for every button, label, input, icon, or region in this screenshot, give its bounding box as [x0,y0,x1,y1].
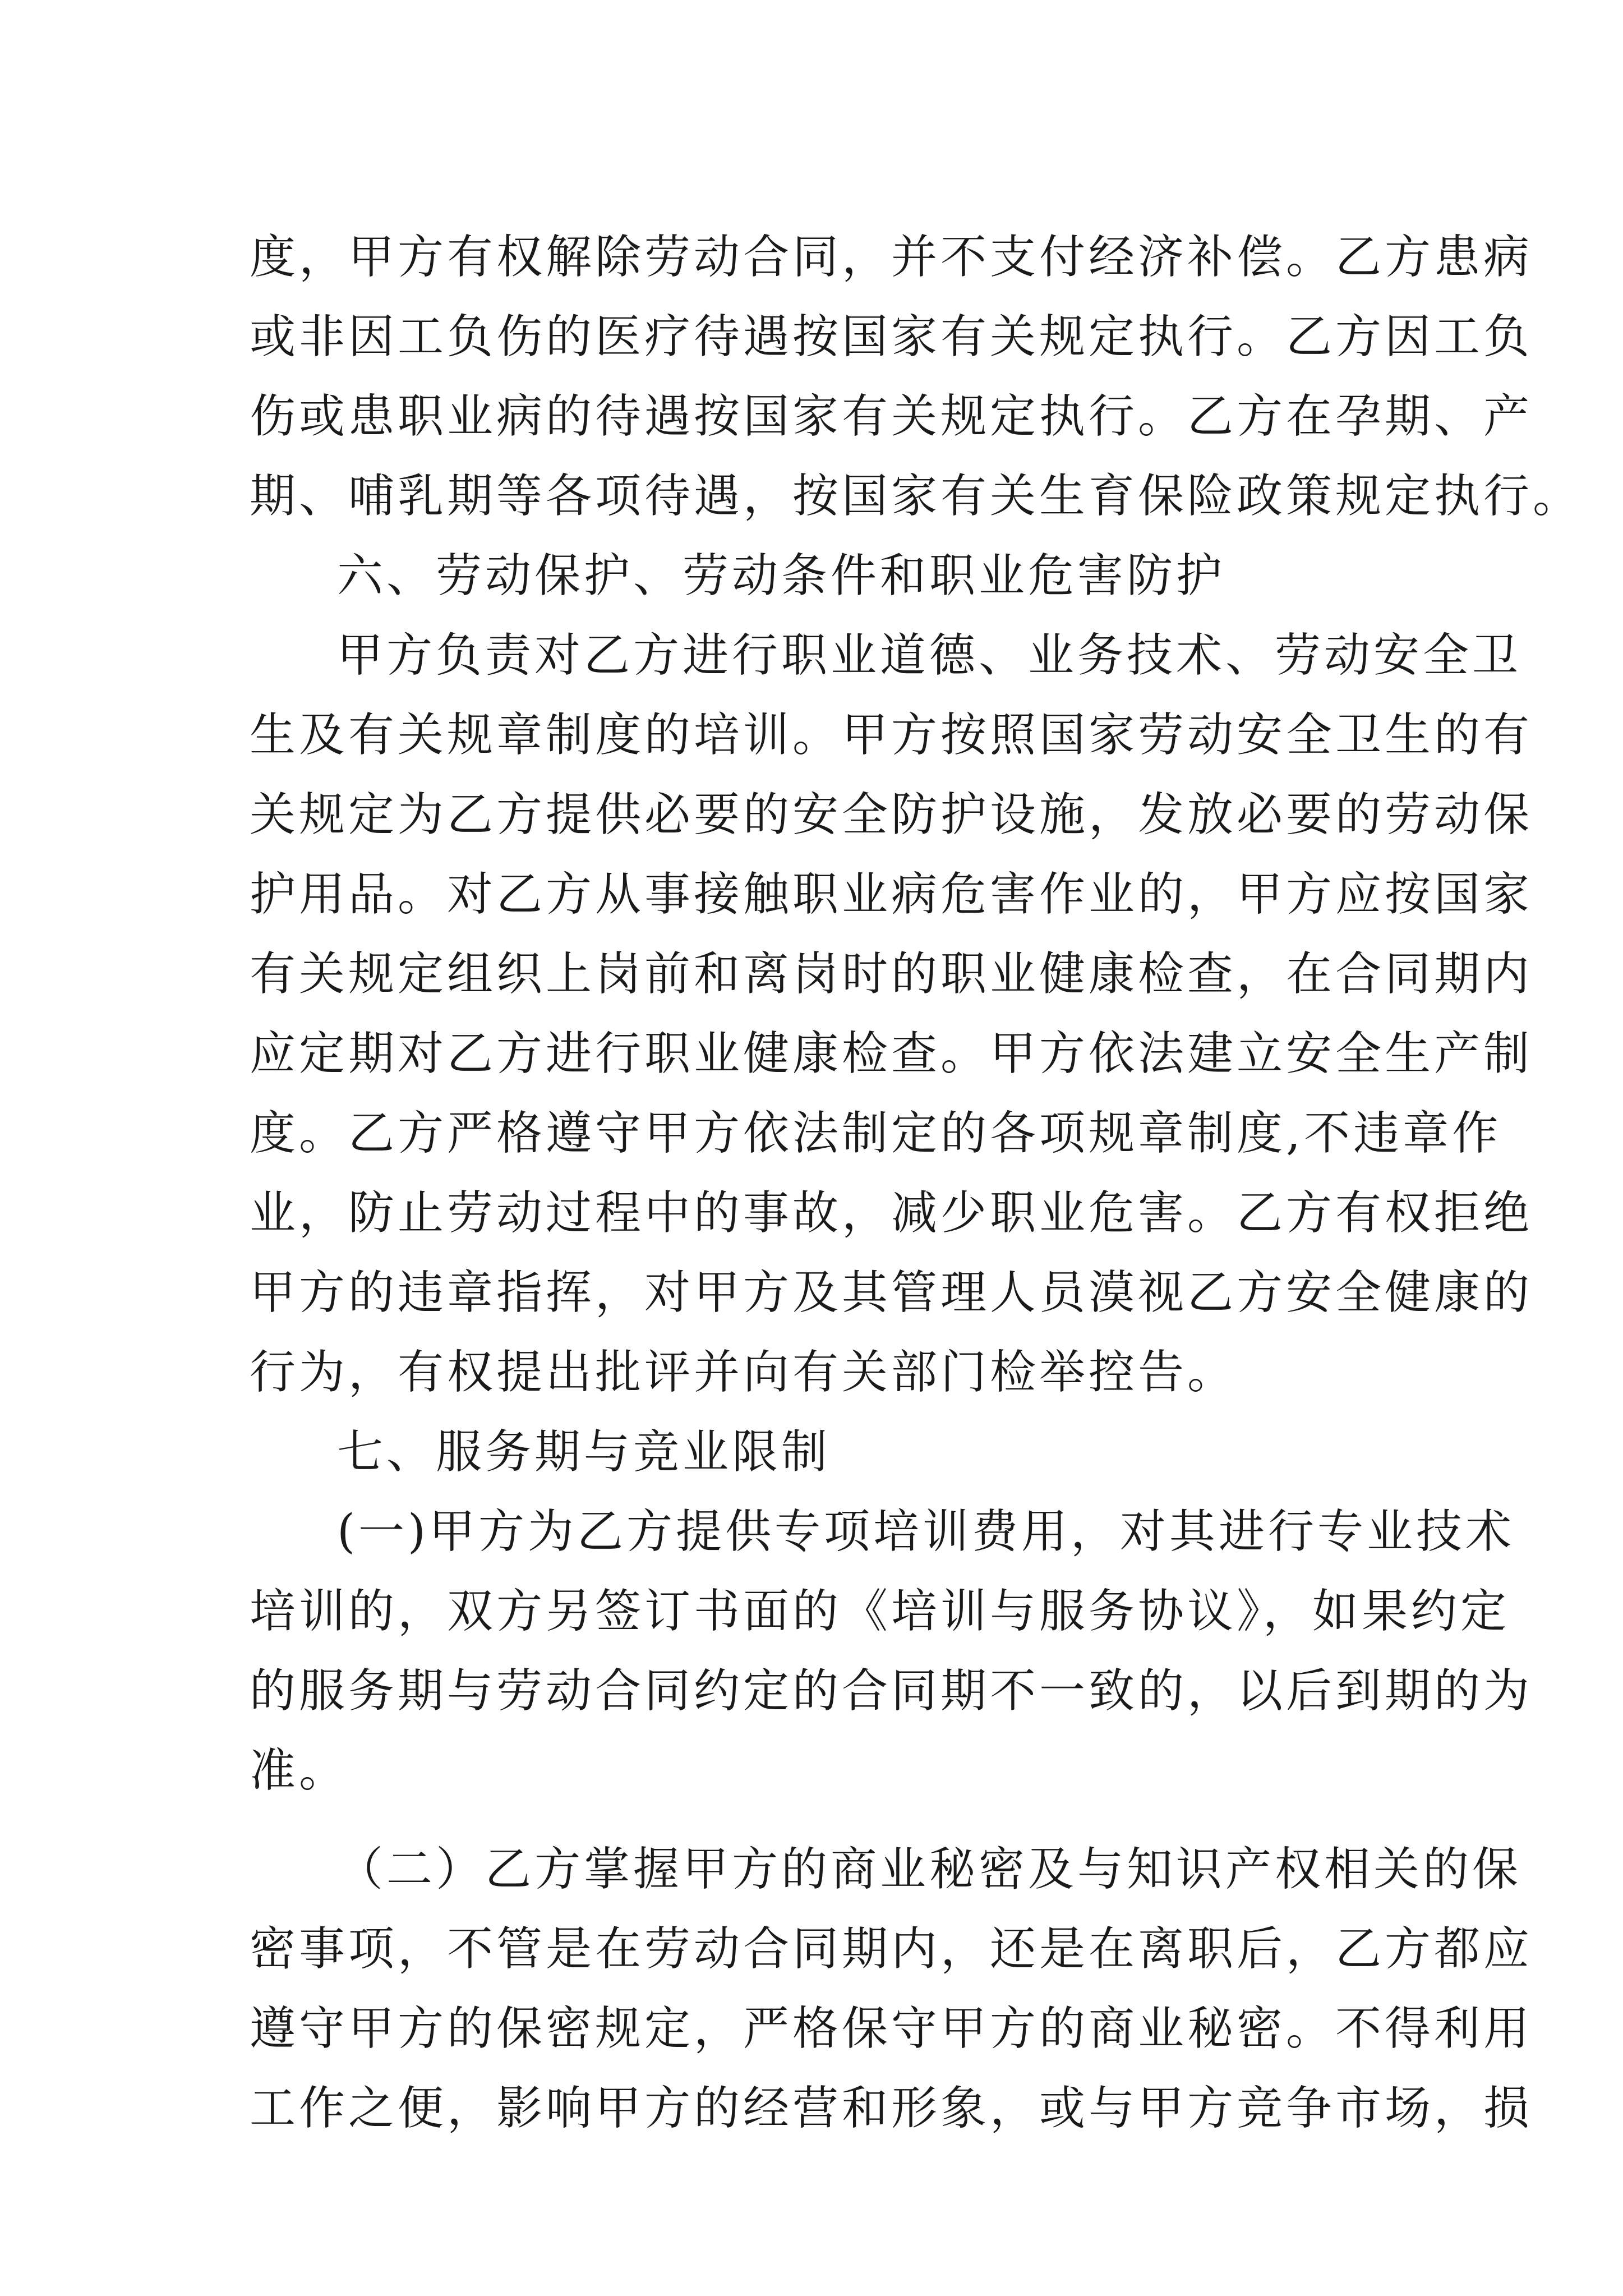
text-line: 甲方的违章指挥，对甲方及其管理人员漠视乙方安全健康的 [250,1266,1533,1319]
text-line: 度。乙方严格遵守甲方依法制定的各项规章制度,不违章作 [250,1107,1502,1160]
text-line: 度，甲方有权解除劳动合同，并不支付经济补偿。乙方患病 [250,231,1533,284]
text-line: 密事项，不管是在劳动合同期内，还是在离职后，乙方都应 [250,1922,1533,1976]
text-line: 有关规定组织上岗前和离岗时的职业健康检查，在合同期内 [250,947,1533,1001]
text-line: 伤或患职业病的待遇按国家有关规定执行。乙方在孕期、产 [250,390,1533,443]
section-heading-6: 六、劳动保护、劳动条件和职业危害防护 [337,549,1226,602]
text-line: 准。 [250,1744,349,1797]
section-heading-7: 七、服务期与竞业限制 [337,1425,831,1479]
text-line: 关规定为乙方提供必要的安全防护设施，发放必要的劳动保 [250,788,1533,841]
text-line: 护用品。对乙方从事接触职业病危害作业的，甲方应按国家 [250,868,1533,921]
contract-text-body [250,218,1583,2148]
text-line: 业，防止劳动过程中的事故，减少职业危害。乙方有权拒绝 [250,1186,1533,1240]
text-line: 或非因工负伤的医疗待遇按国家有关规定执行。乙方因工负 [250,310,1533,364]
text-line: （二）乙方掌握甲方的商业秘密及与知识产权相关的保 [337,1843,1522,1896]
text-line: 应定期对乙方进行职业健康检查。甲方依法建立安全生产制 [250,1027,1533,1080]
text-line: 的服务期与劳动合同约定的合同期不一致的，以后到期的为 [250,1664,1533,1718]
text-line: 工作之便，影响甲方的经营和形象，或与甲方竞争市场，损 [250,2082,1533,2135]
text-line: 生及有关规章制度的培训。甲方按照国家劳动安全卫生的有 [250,708,1533,762]
text-line: (一)甲方为乙方提供专项培训费用，对其进行专业技术 [337,1505,1515,1558]
text-line: 培训的，双方另签订书面的《培训与服务协议》，如果约定 [250,1585,1510,1638]
text-line: 遵守甲方的保密规定，严格保守甲方的商业秘密。不得利用 [250,2002,1533,2055]
text-line: 甲方负责对乙方进行职业道德、业务技术、劳动安全卫 [337,629,1522,682]
text-line: 期、哺乳期等各项待遇，按国家有关生育保险政策规定执行。 [250,470,1583,523]
text-line: 行为，有权提出批评并向有关部门检举控告。 [250,1346,1237,1399]
